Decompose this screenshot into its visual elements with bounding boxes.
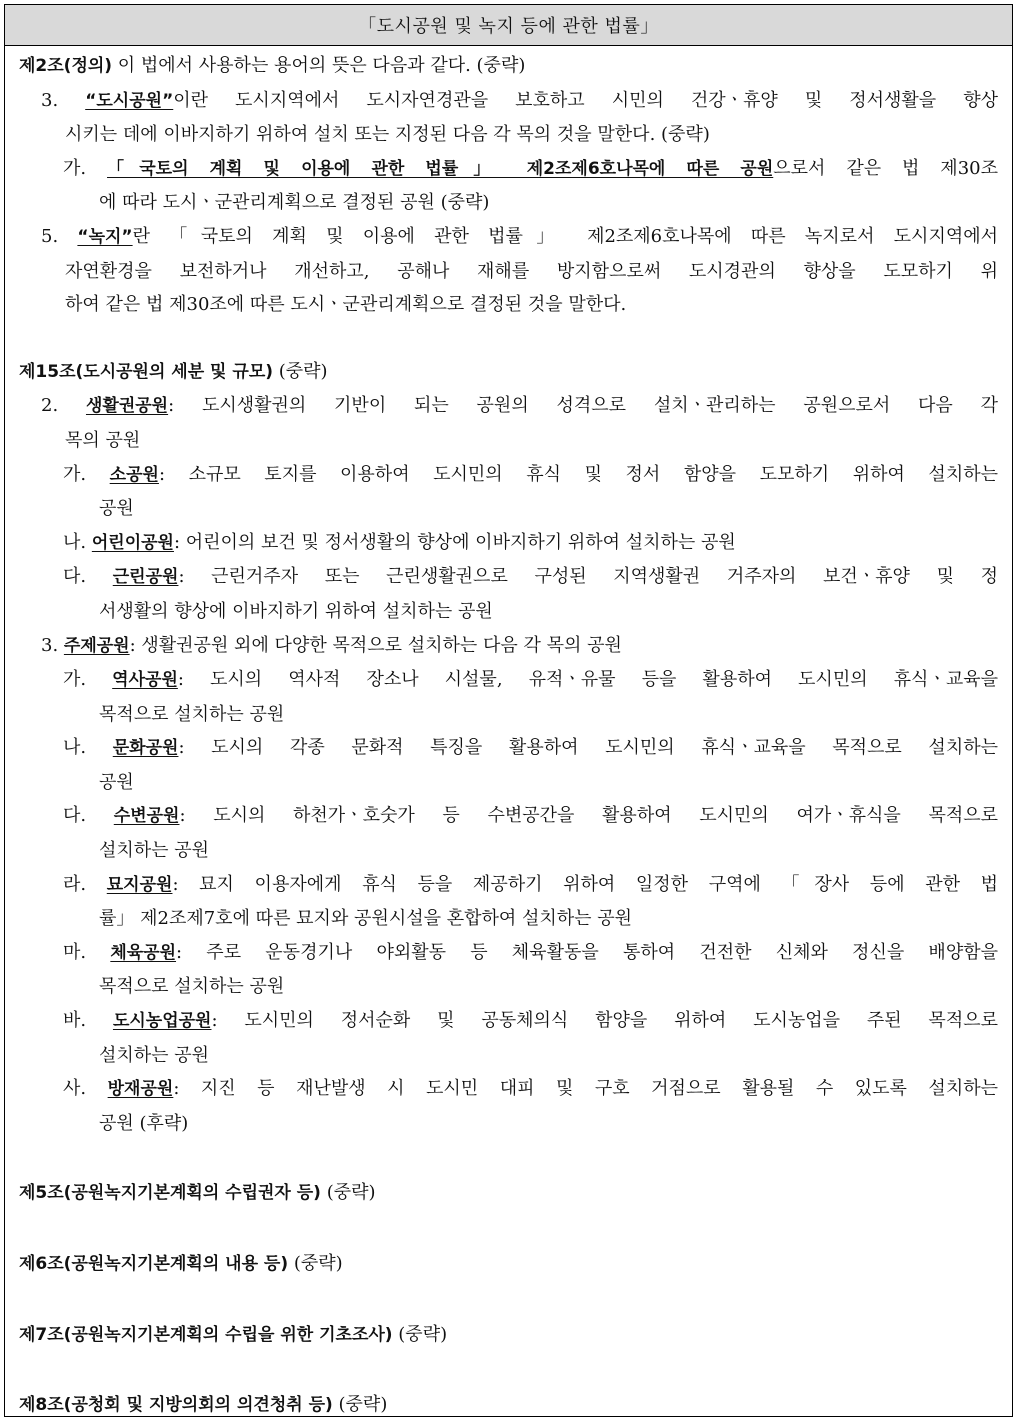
list-item-cont: 설치하는 공원 xyxy=(99,840,210,862)
article-15-item-3: 3. 주제공원: 생활권공원 외에 다양한 목적으로 설치하는 다음 각 목의 공원 xyxy=(41,634,622,656)
list-item: 라. 묘지공원: 묘지 이용자에게 휴식 등을 제공하기 위하여 일정한 구역에 「장사 등에 관한 법 xyxy=(63,873,998,895)
article-2-heading: 제2조(정의) 이 법에서 사용하는 용어의 뜻은 다음과 같다. (중략) xyxy=(19,55,526,76)
law-excerpt-box xyxy=(4,4,1013,1417)
list-item: 바. 도시농업공원: 도시민의 정서순화 및 공동체의식 함양을 위하여 도시농업을 주된 목적으로 xyxy=(63,1010,998,1032)
article-2-item-3-ga-cont: 에 따라 도시ㆍ군관리계획으로 결정된 공원 (중략) xyxy=(99,192,490,214)
article-5-heading: 제5조(공원녹지기본계획의 수립권자 등) (중략) xyxy=(19,1182,376,1204)
list-item: 사. 방재공원: 지진 등 재난발생 시 도시민 대피 및 구호 거점으로 활용될 수 있도록 설치하는 xyxy=(63,1078,998,1100)
term-urban-park: “도시공원” xyxy=(85,90,174,111)
article-15-heading: 제15조(도시공원의 세분 및 규모) (중략) xyxy=(19,360,328,382)
article-2-item-5-cont-1: 자연환경을 보전하거나 개선하고, 공해나 재해를 방지함으로써 도시경관의 향상을 도모하기 위 xyxy=(65,260,998,282)
list-item-cont: 공원 xyxy=(99,498,134,520)
article-7-heading: 제7조(공원녹지기본계획의 수립을 위한 기초조사) (중략) xyxy=(19,1323,448,1345)
document-body xyxy=(5,46,1012,1423)
list-item-cont: 률」 제2조제7호에 따른 묘지와 공원시설을 혼합하여 설치하는 공원 xyxy=(99,908,633,930)
article-2-item-5: 5. “녹지”란 「국토의 계획 및 이용에 관한 법률」 제2조제6호나목에 따른 녹지로서 도시지역에서 xyxy=(41,225,998,247)
list-item: 가. 소공원: 소규모 토지를 이용하여 도시민의 휴식 및 정서 함양을 도모하기 위하여 설치하는 xyxy=(63,463,998,485)
article-2-item-3: 3. “도시공원”이란 도시지역에서 도시자연경관을 보호하고 시민의 건강ㆍ휴양 및 정서생활을 향상 xyxy=(41,89,998,111)
list-item-cont: 목적으로 설치하는 공원 xyxy=(99,703,285,725)
list-item: 다. 근린공원: 근린거주자 또는 근린생활권으로 구성된 지역생활권 거주자의 보건ㆍ휴양 및 정 xyxy=(63,566,998,588)
article-15-item-2: 2. 생활권공원: 도시생활권의 기반이 되는 공원의 성격으로 설치ㆍ관리하는 공원으로서 다음 각 xyxy=(41,395,998,417)
document-title: 「도시공원 및 녹지 등에 관한 법률」 xyxy=(5,5,1012,46)
list-item: 나. 문화공원: 도시의 각종 문화적 특징을 활용하여 도시민의 휴식ㆍ교육을 목적으로 설치하는 xyxy=(63,737,998,759)
term-theme-park: 주제공원 xyxy=(63,635,130,656)
article-2-item-5-cont-2: 하여 같은 법 제30조에 따른 도시ㆍ군관리계획으로 결정된 것을 말한다. xyxy=(65,294,627,316)
list-item-cont: 서생활의 향상에 이바지하기 위하여 설치하는 공원 xyxy=(99,600,493,622)
article-2-item-3-ga: 가. 「국토의 계획 및 이용에 관한 법률」 제2조제6호나목에 따른 공원으로서 같은 법 제30조 xyxy=(63,157,998,179)
term-green-area: “녹지” xyxy=(77,226,133,247)
list-item: 마. 체육공원: 주로 운동경기나 야외활동 등 체육활동을 통하여 건전한 신체와 정신을 배양함을 xyxy=(63,941,998,963)
article-6-heading: 제6조(공원녹지기본계획의 내용 등) (중략) xyxy=(19,1253,343,1274)
article-2-item-3-cont: 시키는 데에 이바지하기 위하여 설치 또는 지정된 다음 각 목의 것을 말한다. (중략) xyxy=(65,124,710,146)
list-item-cont: 공원 xyxy=(99,771,134,793)
list-item: 가. 역사공원: 도시의 역사적 장소나 시설물, 유적ㆍ유물 등을 활용하여 도시민의 휴식ㆍ교육을 xyxy=(63,669,998,691)
article-8-heading: 제8조(공청회 및 지방의회의 의견청취 등) (중략) xyxy=(19,1394,388,1416)
list-item-cont: 공원 (후략) xyxy=(99,1112,189,1134)
term-national-land-park: 「국토의 계획 및 이용에 관한 법률」 제2조제6호나목에 따른 공원 xyxy=(107,158,774,179)
list-item-cont: 설치하는 공원 xyxy=(99,1044,210,1066)
list-item: 다. 수변공원: 도시의 하천가ㆍ호숫가 등 수변공간을 활용하여 도시민의 여가ㆍ휴식을 목적으로 xyxy=(63,805,998,827)
article-15-item-2-cont: 목의 공원 xyxy=(65,429,141,451)
list-item: 나. 어린이공원: 어린이의 보건 및 정서생활의 향상에 이바지하기 위하여 설치하는 공원 xyxy=(63,531,736,553)
list-item-cont: 목적으로 설치하는 공원 xyxy=(99,976,285,998)
term-living-area-park: 생활권공원 xyxy=(85,396,169,417)
